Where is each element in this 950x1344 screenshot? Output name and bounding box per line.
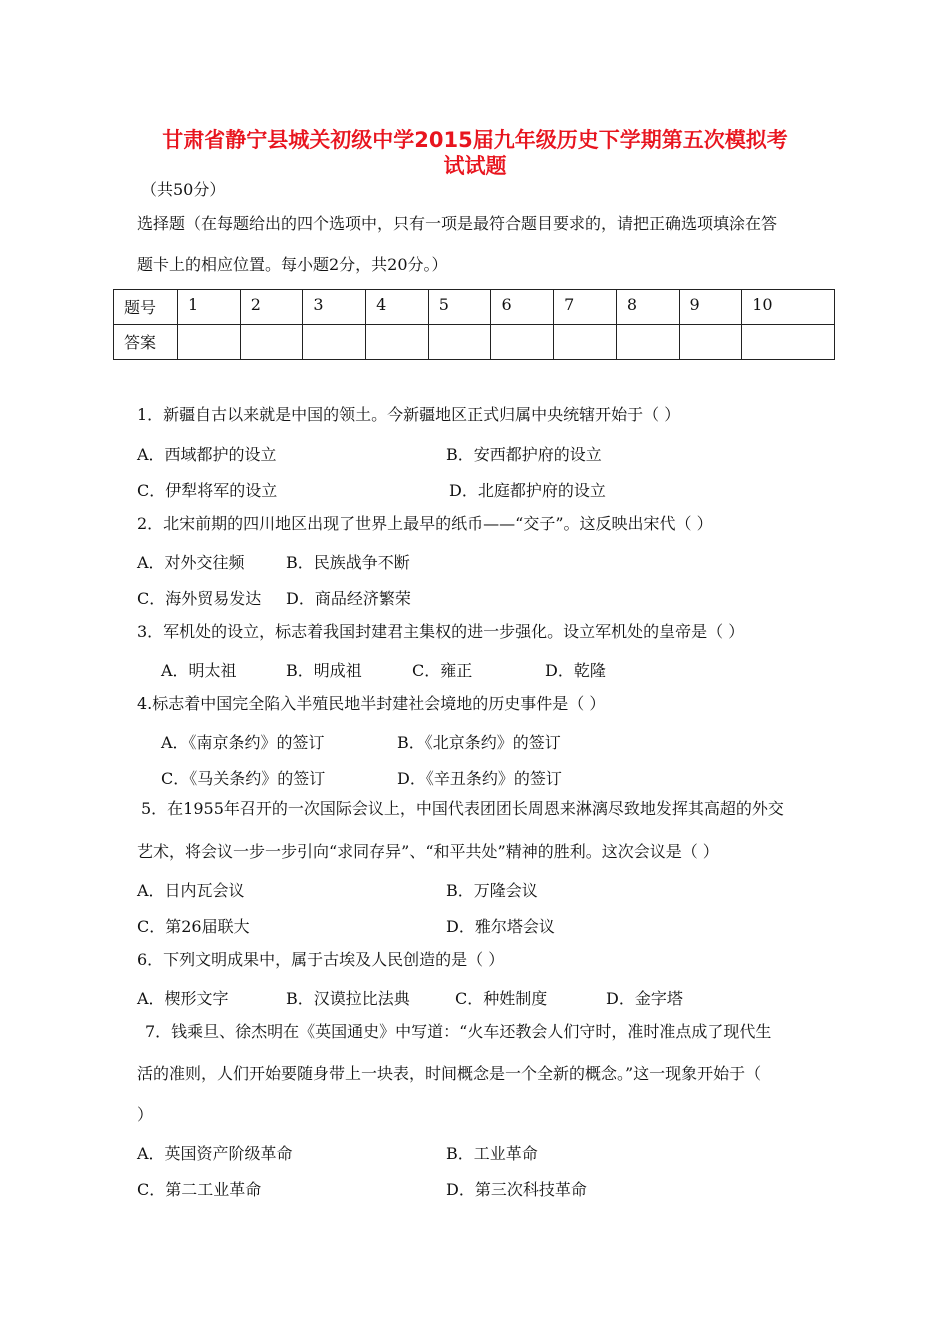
question-number-label: 题号 [114,290,178,325]
question-1-option-d: D．北庭都护府的设立 [449,481,606,500]
question-number-cell: 9 [679,290,742,325]
question-3-option-d: D．乾隆 [545,661,606,680]
question-1-option-b: B．安西都护府的设立 [446,445,602,464]
answer-cell[interactable] [616,325,679,360]
answer-cell[interactable] [303,325,366,360]
question-7-stem-line1: 7．钱乘旦、徐杰明在《英国通史》中写道：“火车还教会人们守时，准时准点成了现代生 [145,1022,772,1041]
instructions-line1: 选择题（在每题给出的四个选项中，只有一项是最符合题目要求的，请把正确选项填涂在答 [137,214,778,233]
question-6-stem: 6．下列文明成果中，属于古埃及人民创造的是（ ） [137,950,505,969]
question-7-option-a: A．英国资产阶级革命 [137,1144,293,1163]
question-number-cell: 1 [178,290,241,325]
question-7-stem-line3: ） [137,1105,154,1124]
question-2-option-a: A．对外交往频 [137,553,245,572]
question-5-stem-line1: 5．在1955年召开的一次国际会议上，中国代表团团长周恩来淋漓尽致地发挥其高超的外交 [141,799,784,818]
answer-cell[interactable] [491,325,554,360]
question-number-cell: 10 [742,290,835,325]
answer-cell[interactable] [366,325,429,360]
answer-cell[interactable] [428,325,491,360]
question-7-option-c: C．第二工业革命 [137,1180,262,1199]
question-1-stem: 1．新疆自古以来就是中国的领土。今新疆地区正式归属中央统辖开始于（ ） [137,405,681,424]
question-5-stem-line2: 艺术，将会议一步一步引向“求同存异”、“和平共处”精神的胜利。这次会议是（ ） [137,842,719,861]
question-5-option-c: C．第26届联大 [137,917,250,936]
answer-cell[interactable] [240,325,303,360]
question-number-cell: 4 [366,290,429,325]
answer-cell[interactable] [742,325,835,360]
question-4-option-a: A．《南京条约》的签订 [161,733,325,752]
document-title-line2: 试试题 [443,154,507,178]
question-2-option-d: D．商品经济繁荣 [286,589,411,608]
answer-cell[interactable] [679,325,742,360]
question-number-cell: 2 [240,290,303,325]
question-1-option-a: A．西域都护的设立 [137,445,277,464]
question-number-cell: 7 [554,290,617,325]
question-7-stem-line2: 活的准则，人们开始要随身带上一块表，时间概念是一个全新的概念。”这一现象开始于（ [137,1064,762,1083]
question-4-option-b: B．《北京条约》的签订 [397,733,561,752]
question-3-option-a: A．明太祖 [161,661,237,680]
question-6-option-a: A．楔形文字 [137,989,229,1008]
score-note: （共50分） [141,180,226,199]
answer-label: 答案 [114,325,178,360]
question-2-option-b: B．民族战争不断 [286,553,410,572]
question-4-stem: 4.标志着中国完全陷入半殖民地半封建社会境地的历史事件是（ ） [137,694,606,713]
question-7-option-b: B．工业革命 [446,1144,538,1163]
question-number-cell: 8 [616,290,679,325]
question-5-option-a: A．日内瓦会议 [137,881,245,900]
document-title-line1: 甘肃省静宁县城关初级中学2015届九年级历史下学期第五次模拟考 [162,128,788,152]
question-2-option-c: C．海外贸易发达 [137,589,262,608]
question-6-option-d: D．金字塔 [606,989,683,1008]
answer-cell[interactable] [554,325,617,360]
question-number-cell: 6 [491,290,554,325]
question-3-stem: 3．军机处的设立，标志着我国封建君主集权的进一步强化。设立军机处的皇帝是（ ） [137,622,745,641]
question-2-stem: 2．北宋前期的四川地区出现了世界上最早的纸币——“交子”。这反映出宋代（ ） [137,514,713,533]
answer-cell[interactable] [178,325,241,360]
answer-table-answer-row [114,325,835,360]
question-5-option-d: D．雅尔塔会议 [446,917,555,936]
question-5-option-b: B．万隆会议 [446,881,538,900]
question-3-option-b: B．明成祖 [286,661,362,680]
question-6-option-c: C．种姓制度 [455,989,548,1008]
question-1-option-c: C．伊犁将军的设立 [137,481,278,500]
instructions-line2: 题卡上的相应位置。每小题2分，共20分。） [137,255,448,274]
question-4-option-c: C．《马关条约》的签订 [161,769,326,788]
question-3-option-c: C．雍正 [412,661,473,680]
question-7-option-d: D．第三次科技革命 [446,1180,587,1199]
answer-table-number-row [114,290,835,325]
question-number-cell: 5 [428,290,491,325]
question-4-option-d: D．《辛丑条约》的签订 [397,769,562,788]
question-number-cell: 3 [303,290,366,325]
answer-table [113,289,835,360]
question-6-option-b: B．汉谟拉比法典 [286,989,410,1008]
